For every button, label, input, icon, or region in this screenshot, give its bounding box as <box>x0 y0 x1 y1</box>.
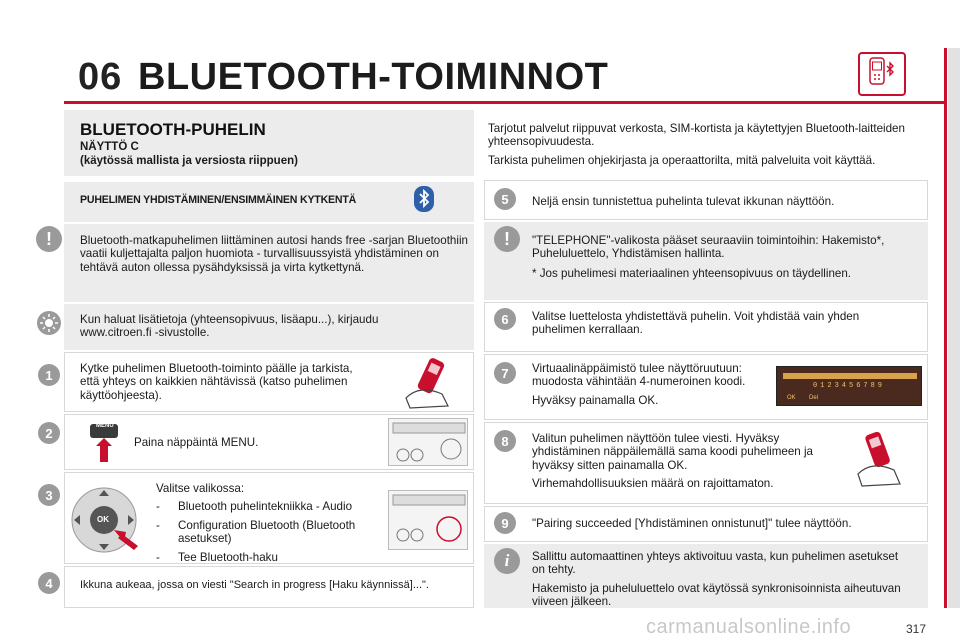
intro-paragraph-1: Tarjotut palvelut riippuvat verkosta, SIM-kortista ja käytettyjen Bluetooth-laitteiden yhteensopivuudesta. <box>488 122 905 149</box>
display-subtitle: NÄYTTÖ C <box>80 141 139 153</box>
warning-icon: ! <box>494 226 520 252</box>
menu-option: - Bluetooth puhelintekniikka - Audio <box>156 500 386 513</box>
intro-paragraph-2: Tarkista puhelimen ohjekirjasta ja operaattorilta, mitä palveluita voit käyttää. <box>488 153 876 167</box>
compatibility-footnote: * Jos puhelimesi materiaalinen yhteensopivuus on täydellinen. <box>532 266 852 280</box>
step-2-text: Paina näppäintä MENU. <box>134 436 259 449</box>
step-8-badge: 8 <box>494 430 516 452</box>
pairing-title: PUHELIMEN YHDISTÄMINEN/ENSIMMÄINEN KYTKENTÄ <box>80 194 357 206</box>
step-1-text: Kytke puhelimen Bluetooth-toiminto päälle ja tarkista, että yhteys on kaikkien nähtävissä (katso puhelimen käyttöohjeesta). <box>80 362 353 402</box>
menu-option: - Tee Bluetooth-haku <box>156 551 386 564</box>
radio-unit-image <box>388 418 468 466</box>
step-8-text-2: Virhemahdollisuuksien määrä on rajoittamaton. <box>532 477 774 491</box>
step-8-text-1: Valitun puhelimen näyttöön tulee viesti. Hyväksy yhdistäminen näppäilemällä sama koodi puhelimeen ja hyväksy sitten painamalla OK. <box>532 432 813 472</box>
watermark: carmanualsonline.info <box>646 616 852 638</box>
menu-key-label: MENU <box>96 423 114 429</box>
step-7-text-2: Hyväksy painamalla OK. <box>532 393 659 407</box>
info-icon: i <box>494 548 520 574</box>
right-intro <box>488 122 918 172</box>
step-6-text: Valitse luettelosta yhdistettävä puhelin. Voit yhdistää vain yhden puhelimen kerrallaan. <box>532 310 860 337</box>
bluetooth-phone-icon <box>858 52 906 96</box>
bluetooth-icon <box>414 186 434 212</box>
step-3-intro: Valitse valikossa: <box>156 482 245 495</box>
page-edge-strip <box>948 48 960 608</box>
step-5-text: Neljä ensin tunnistettua puhelinta tulevat ikkunan näyttöön. <box>532 195 835 208</box>
info-paragraph-1: Sallittu automaattinen yhteys aktivoituu vasta, kun puhelimen asetukset on tehty. <box>532 550 899 577</box>
telephone-warning-text <box>532 234 912 285</box>
page-number: 317 <box>906 622 927 636</box>
step-5-badge: 5 <box>494 188 516 210</box>
screen-ok-label: OK <box>787 395 796 401</box>
telephone-menu-note: "TELEPHONE"-valikosta pääset seuraaviin toimintoihin: Hakemisto*, Puheluluettelo, Yhdistämisen hallinta. <box>532 234 885 261</box>
step-7-text <box>532 362 772 412</box>
phone-in-hand-icon <box>852 428 908 490</box>
step-1-badge: 1 <box>38 364 60 386</box>
step-7-badge: 7 <box>494 362 516 384</box>
virtual-keypad-screen <box>776 366 922 406</box>
step-8-text <box>532 432 822 496</box>
sun-tip-icon <box>36 310 62 336</box>
step-4-text: Ikkuna aukeaa, jossa on viesti "Search in progress [Haku käynnissä]...". <box>80 579 429 591</box>
step-7-text-1: Virtuaalinäppäimistö tulee näyttöruutuun: muodosta vähintään 4-numeroinen koodi. <box>532 362 746 389</box>
header-side-rule <box>944 48 947 608</box>
step-4-badge: 4 <box>38 572 60 594</box>
info-text <box>532 550 912 614</box>
step-3-text <box>156 482 386 569</box>
page-title: BLUETOOTH-TOIMINNOT <box>138 56 609 98</box>
step-9-badge: 9 <box>494 512 516 534</box>
radio-unit-image-2 <box>388 490 468 550</box>
section-title: BLUETOOTH-PUHELIN <box>80 120 266 139</box>
step-2-badge: 2 <box>38 422 60 444</box>
phone-in-hand-icon <box>398 354 458 410</box>
keypad-digits: 0123456789 <box>813 382 886 390</box>
tip-text: Kun haluat lisätietoja (yhteensopivuus, lisäapu...), kirjaudu www.citroen.fi -sivustolle. <box>80 313 379 340</box>
info-paragraph-2: Hakemisto ja puheluluettelo ovat käytössä synkronisoinnista aiheutuvan viiveen jälkeen. <box>532 581 901 609</box>
step-9-text: "Pairing succeeded [Yhdistäminen onnistunut]" tulee näyttöön. <box>532 517 852 530</box>
screen-del-label: Del <box>809 395 819 401</box>
step-3-menu-list <box>156 500 386 564</box>
menu-option: - Configuration Bluetooth (Bluetooth asetukset) <box>156 519 386 546</box>
chapter-number: 06 <box>78 56 123 98</box>
step-6-badge: 6 <box>494 308 516 330</box>
header-rule <box>64 101 944 104</box>
ok-key-label: OK <box>97 515 109 524</box>
warning-text: Bluetooth-matkapuhelimen liittäminen autosi hands free -sarjan Bluetoothiin vaatii kuljettajalta paljon huomiota - turvallisuussyistä yhdistäminen on tehtävä auton ollessa pysähdyksissä ja virta kytkettynä. <box>80 234 468 274</box>
availability-note: (käytössä mallista ja versiosta riippuen) <box>80 155 298 167</box>
warning-icon: ! <box>36 226 62 252</box>
step-3-badge: 3 <box>38 484 60 506</box>
code-entry-bar <box>783 373 917 379</box>
